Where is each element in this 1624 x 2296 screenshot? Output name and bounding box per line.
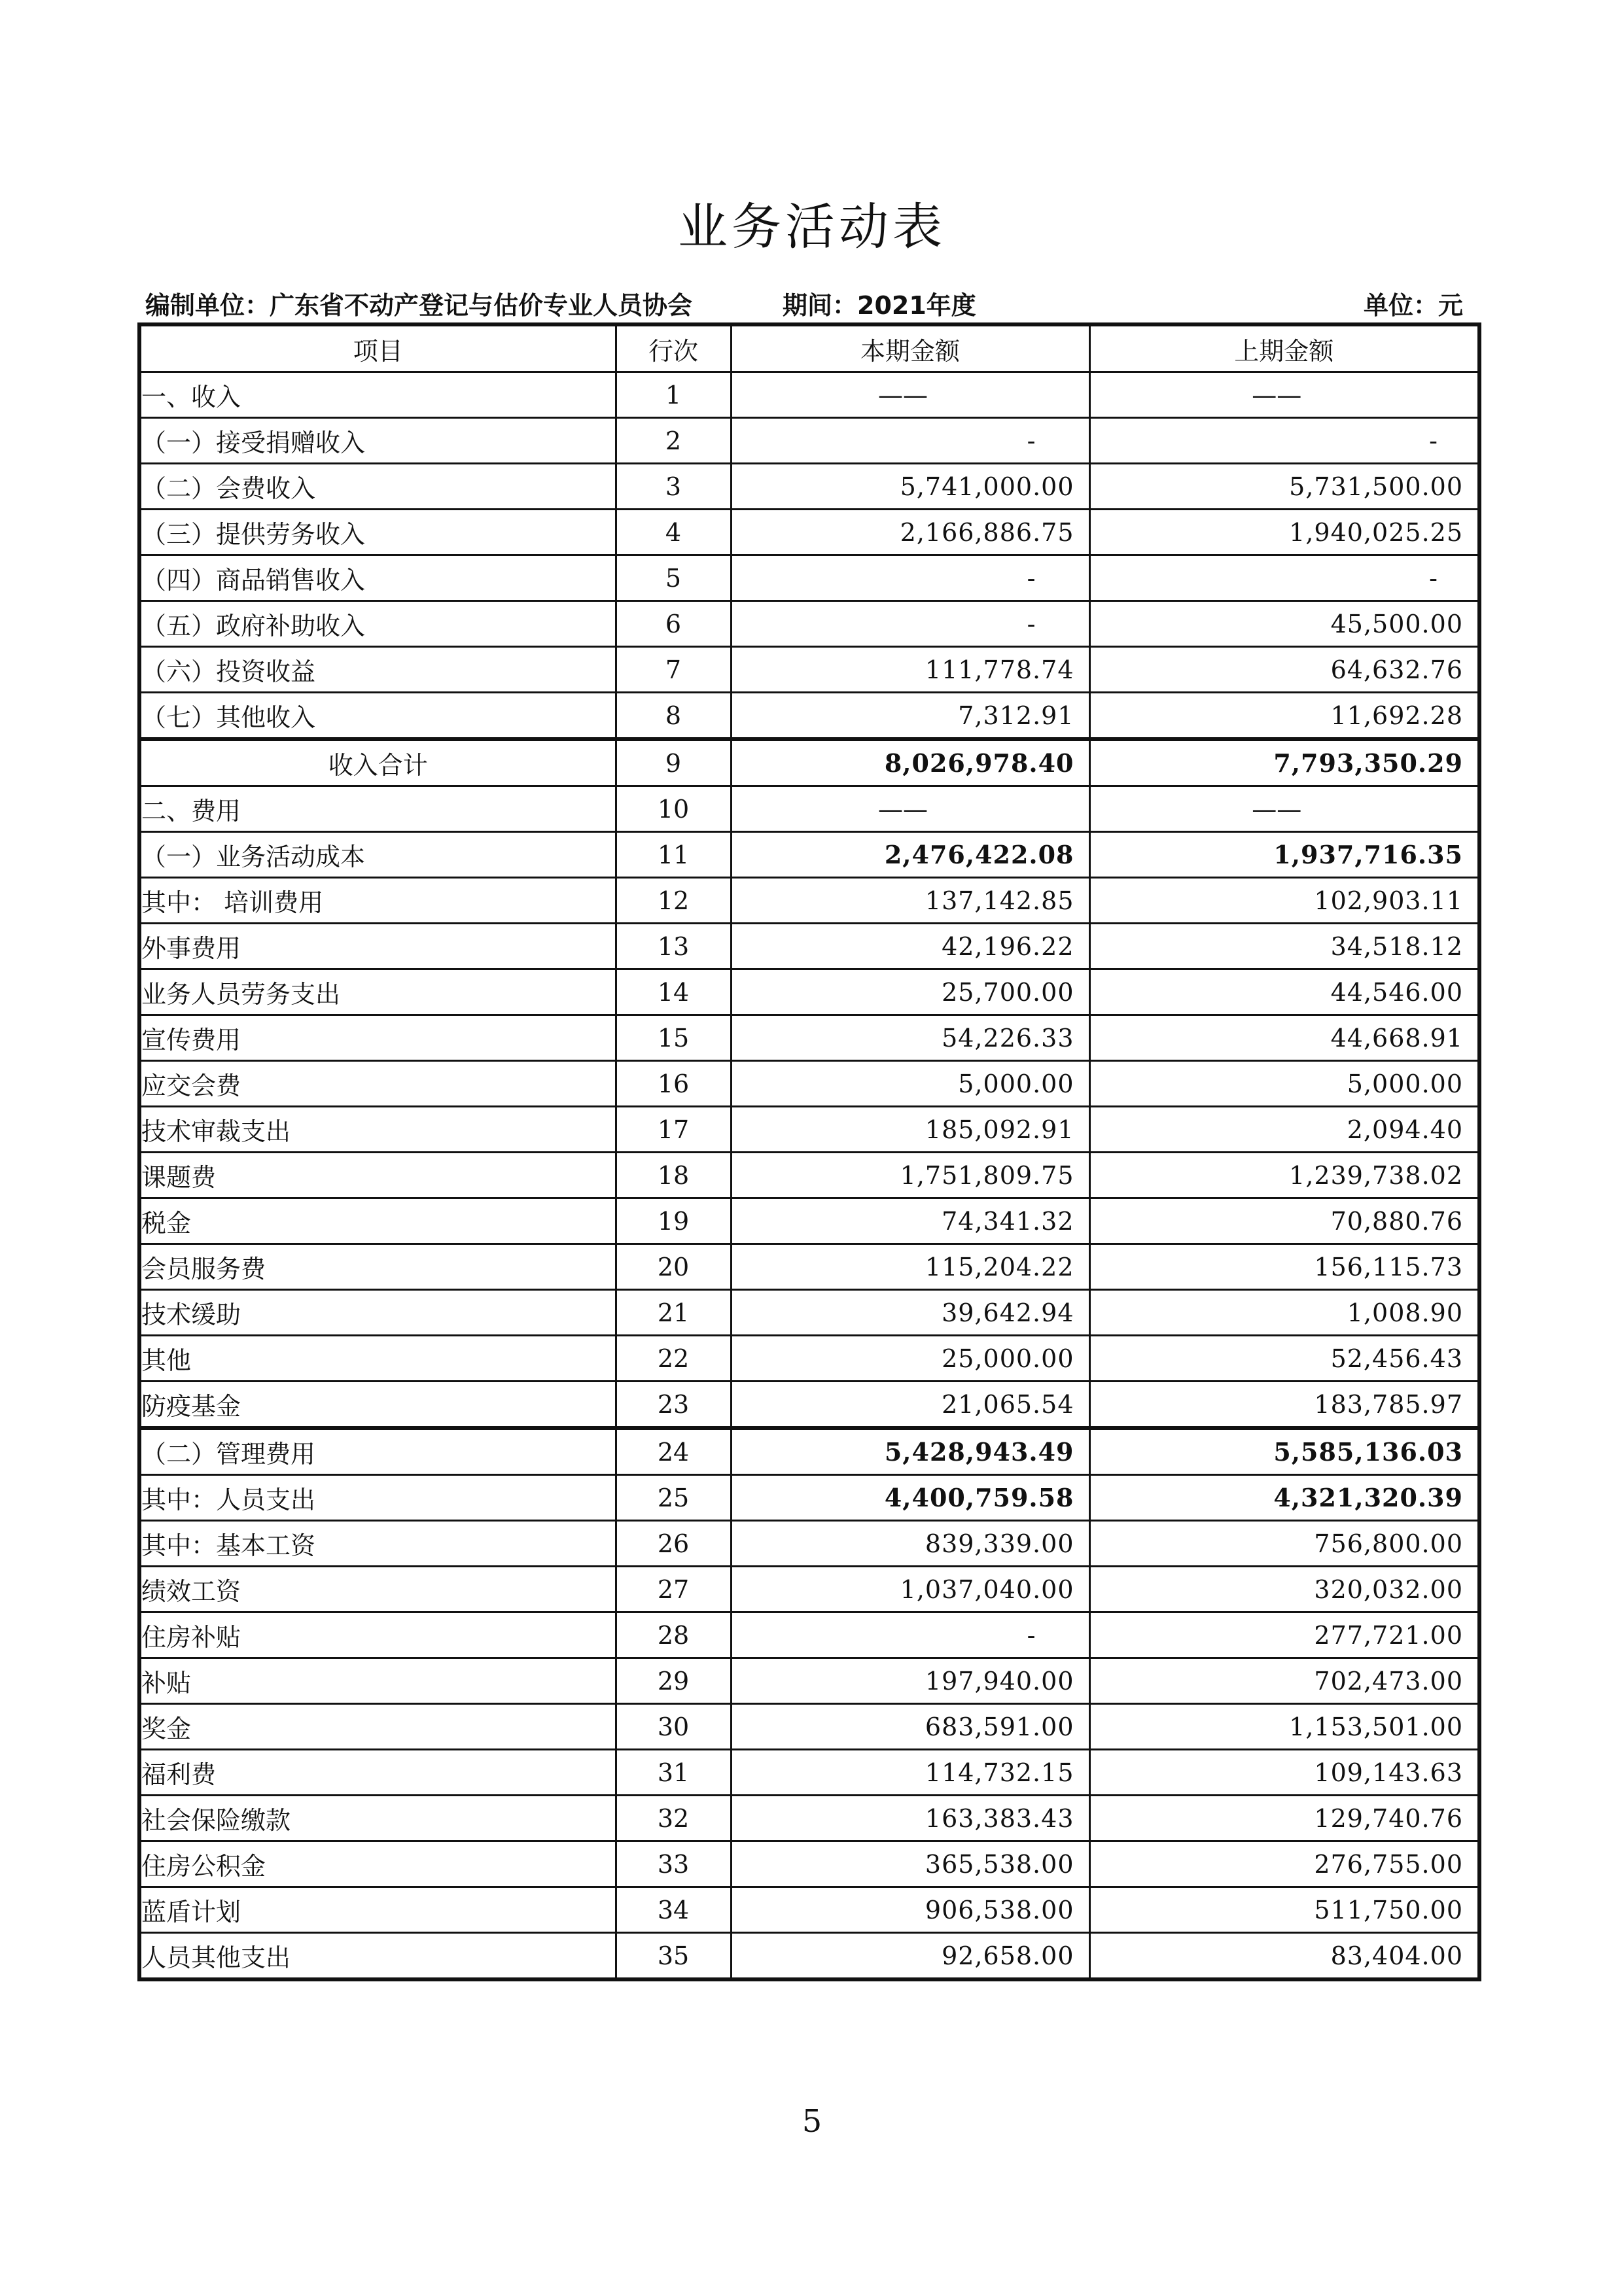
row-item-label: 社会保险缴款: [139, 1796, 616, 1841]
row-current-amount: 8,026,978.40: [731, 739, 1089, 786]
table-row: [139, 1796, 1479, 1841]
row-line-number: 25: [616, 1475, 731, 1521]
table-row: [139, 555, 1479, 601]
page-title: 业务活动表: [678, 198, 946, 256]
table-row: [139, 1933, 1479, 1980]
row-item-label: （二）会费收入: [139, 464, 616, 510]
row-current-amount: 163,383.43: [731, 1796, 1089, 1841]
row-previous-amount: 109,143.63: [1089, 1750, 1479, 1796]
row-item-label: 蓝盾计划: [139, 1887, 616, 1933]
table-row: [139, 1704, 1479, 1750]
row-item-label: （四）商品销售收入: [139, 555, 616, 601]
row-current-amount: 25,000.00: [731, 1336, 1089, 1382]
row-current-amount: 683,591.00: [731, 1704, 1089, 1750]
row-previous-amount: 11,692.28: [1089, 693, 1479, 740]
row-item-label: 奖金: [139, 1704, 616, 1750]
row-line-number: 15: [616, 1015, 731, 1061]
row-item-label: 二、费用: [139, 786, 616, 832]
row-previous-amount: 70,880.76: [1089, 1198, 1479, 1244]
row-previous-amount: 276,755.00: [1089, 1841, 1479, 1887]
table-row: [139, 739, 1479, 786]
table-row: [139, 1015, 1479, 1061]
row-previous-amount: 44,668.91: [1089, 1015, 1479, 1061]
row-line-number: 26: [616, 1521, 731, 1567]
row-current-amount: 2,476,422.08: [731, 832, 1089, 878]
row-previous-amount: 7,793,350.29: [1089, 739, 1479, 786]
row-current-amount: ——: [731, 786, 1089, 832]
row-current-amount: 1,751,809.75: [731, 1153, 1089, 1198]
row-item-label: 其中：基本工资: [139, 1521, 616, 1567]
row-line-number: 31: [616, 1750, 731, 1796]
row-previous-amount: 320,032.00: [1089, 1567, 1479, 1612]
row-line-number: 14: [616, 969, 731, 1015]
table-row: [139, 1521, 1479, 1567]
row-line-number: 3: [616, 464, 731, 510]
table-row: [139, 510, 1479, 555]
column-header-previous: 上期金额: [1089, 324, 1479, 372]
row-line-number: 28: [616, 1612, 731, 1658]
row-current-amount: 42,196.22: [731, 924, 1089, 969]
row-previous-amount: 52,456.43: [1089, 1336, 1479, 1382]
table-row: [139, 601, 1479, 647]
row-current-amount: 54,226.33: [731, 1015, 1089, 1061]
row-item-label: 绩效工资: [139, 1567, 616, 1612]
row-current-amount: 839,339.00: [731, 1521, 1089, 1567]
page-number: 5: [802, 2103, 822, 2140]
row-item-label: 宣传费用: [139, 1015, 616, 1061]
row-line-number: 12: [616, 878, 731, 924]
table-body: [139, 372, 1479, 1980]
table-row: [139, 1382, 1479, 1429]
row-previous-amount: 5,000.00: [1089, 1061, 1479, 1107]
row-line-number: 2: [616, 418, 731, 464]
table-row: [139, 464, 1479, 510]
row-current-amount: 39,642.94: [731, 1290, 1089, 1336]
currency-unit: 单位：元: [1363, 291, 1463, 320]
row-current-amount: 7,312.91: [731, 693, 1089, 740]
table-row: [139, 1107, 1479, 1153]
table-row: [139, 1061, 1479, 1107]
row-previous-amount: ——: [1089, 786, 1479, 832]
row-item-label: （二）管理费用: [139, 1428, 616, 1475]
row-current-amount: 21,065.54: [731, 1382, 1089, 1429]
row-current-amount: 74,341.32: [731, 1198, 1089, 1244]
row-line-number: 9: [616, 739, 731, 786]
row-item-label: （三）提供劳务收入: [139, 510, 616, 555]
row-current-amount: -: [731, 555, 1089, 601]
row-line-number: 6: [616, 601, 731, 647]
row-item-label: （七）其他收入: [139, 693, 616, 740]
row-previous-amount: 156,115.73: [1089, 1244, 1479, 1290]
row-item-label: 住房补贴: [139, 1612, 616, 1658]
row-item-label: 住房公积金: [139, 1841, 616, 1887]
row-line-number: 17: [616, 1107, 731, 1153]
table-row: [139, 969, 1479, 1015]
row-item-label: （六）投资收益: [139, 647, 616, 693]
row-previous-amount: -: [1089, 418, 1479, 464]
table-row: [139, 1153, 1479, 1198]
table-header-row: [139, 324, 1479, 372]
row-previous-amount: 83,404.00: [1089, 1933, 1479, 1980]
row-previous-amount: 34,518.12: [1089, 924, 1479, 969]
row-line-number: 29: [616, 1658, 731, 1704]
row-line-number: 22: [616, 1336, 731, 1382]
row-item-label: （一）业务活动成本: [139, 832, 616, 878]
row-previous-amount: 277,721.00: [1089, 1612, 1479, 1658]
row-item-label: （一）接受捐赠收入: [139, 418, 616, 464]
row-item-label: 课题费: [139, 1153, 616, 1198]
row-line-number: 24: [616, 1428, 731, 1475]
row-previous-amount: 64,632.76: [1089, 647, 1479, 693]
table-row: [139, 1336, 1479, 1382]
row-current-amount: 2,166,886.75: [731, 510, 1089, 555]
row-line-number: 30: [616, 1704, 731, 1750]
column-header-line: 行次: [616, 324, 731, 372]
row-previous-amount: 1,153,501.00: [1089, 1704, 1479, 1750]
row-current-amount: 5,741,000.00: [731, 464, 1089, 510]
row-current-amount: 4,400,759.58: [731, 1475, 1089, 1521]
table-row: [139, 924, 1479, 969]
row-item-label: 人员其他支出: [139, 1933, 616, 1980]
table-row: [139, 1475, 1479, 1521]
row-line-number: 1: [616, 372, 731, 418]
row-line-number: 10: [616, 786, 731, 832]
row-previous-amount: 1,937,716.35: [1089, 832, 1479, 878]
activities-table: [137, 322, 1481, 1981]
row-item-label: 其他: [139, 1336, 616, 1382]
compiling-unit: 编制单位：广东省不动产登记与估价专业人员协会: [145, 291, 693, 320]
row-line-number: 23: [616, 1382, 731, 1429]
row-item-label: 业务人员劳务支出: [139, 969, 616, 1015]
table-row: [139, 1887, 1479, 1933]
row-current-amount: 115,204.22: [731, 1244, 1089, 1290]
table-row: [139, 693, 1479, 740]
row-previous-amount: ——: [1089, 372, 1479, 418]
row-current-amount: 25,700.00: [731, 969, 1089, 1015]
table-row: [139, 1567, 1479, 1612]
row-current-amount: 137,142.85: [731, 878, 1089, 924]
row-previous-amount: 756,800.00: [1089, 1521, 1479, 1567]
table-row: [139, 1428, 1479, 1475]
row-item-label: 技术审裁支出: [139, 1107, 616, 1153]
row-item-label: 一、收入: [139, 372, 616, 418]
table-row: [139, 1244, 1479, 1290]
row-line-number: 13: [616, 924, 731, 969]
row-item-label: 收入合计: [139, 739, 616, 786]
row-line-number: 27: [616, 1567, 731, 1612]
row-previous-amount: 5,731,500.00: [1089, 464, 1479, 510]
row-current-amount: 111,778.74: [731, 647, 1089, 693]
row-line-number: 20: [616, 1244, 731, 1290]
row-item-label: 外事费用: [139, 924, 616, 969]
row-line-number: 34: [616, 1887, 731, 1933]
row-line-number: 18: [616, 1153, 731, 1198]
row-line-number: 7: [616, 647, 731, 693]
table-row: [139, 1841, 1479, 1887]
table-row: [139, 832, 1479, 878]
row-previous-amount: 1,008.90: [1089, 1290, 1479, 1336]
row-previous-amount: 44,546.00: [1089, 969, 1479, 1015]
table-row: [139, 647, 1479, 693]
row-previous-amount: 1,239,738.02: [1089, 1153, 1479, 1198]
row-item-label: 其中：人员支出: [139, 1475, 616, 1521]
row-current-amount: 185,092.91: [731, 1107, 1089, 1153]
row-item-label: 应交会费: [139, 1061, 616, 1107]
table-row: [139, 1612, 1479, 1658]
row-item-label: 技术缓助: [139, 1290, 616, 1336]
row-previous-amount: 183,785.97: [1089, 1382, 1479, 1429]
row-line-number: 33: [616, 1841, 731, 1887]
row-current-amount: 92,658.00: [731, 1933, 1089, 1980]
row-item-label: 福利费: [139, 1750, 616, 1796]
row-item-label: 防疫基金: [139, 1382, 616, 1429]
row-current-amount: -: [731, 418, 1089, 464]
row-line-number: 21: [616, 1290, 731, 1336]
row-line-number: 5: [616, 555, 731, 601]
table-row: [139, 1290, 1479, 1336]
row-item-label: （五）政府补助收入: [139, 601, 616, 647]
row-line-number: 32: [616, 1796, 731, 1841]
row-current-amount: -: [731, 601, 1089, 647]
table-row: [139, 1750, 1479, 1796]
row-item-label: 补贴: [139, 1658, 616, 1704]
row-previous-amount: 5,585,136.03: [1089, 1428, 1479, 1475]
row-item-label: 税金: [139, 1198, 616, 1244]
table-row: [139, 372, 1479, 418]
row-previous-amount: 2,094.40: [1089, 1107, 1479, 1153]
row-current-amount: -: [731, 1612, 1089, 1658]
row-previous-amount: 102,903.11: [1089, 878, 1479, 924]
row-previous-amount: 511,750.00: [1089, 1887, 1479, 1933]
row-line-number: 35: [616, 1933, 731, 1980]
row-previous-amount: 4,321,320.39: [1089, 1475, 1479, 1521]
row-current-amount: 906,538.00: [731, 1887, 1089, 1933]
row-current-amount: 197,940.00: [731, 1658, 1089, 1704]
row-current-amount: ——: [731, 372, 1089, 418]
row-current-amount: 5,428,943.49: [731, 1428, 1089, 1475]
table-row: [139, 1198, 1479, 1244]
row-previous-amount: 702,473.00: [1089, 1658, 1479, 1704]
row-line-number: 19: [616, 1198, 731, 1244]
row-line-number: 11: [616, 832, 731, 878]
row-line-number: 8: [616, 693, 731, 740]
row-previous-amount: 45,500.00: [1089, 601, 1479, 647]
row-item-label: 会员服务费: [139, 1244, 616, 1290]
row-line-number: 4: [616, 510, 731, 555]
row-previous-amount: -: [1089, 555, 1479, 601]
row-previous-amount: 1,940,025.25: [1089, 510, 1479, 555]
reporting-period: 期间：2021年度: [783, 291, 976, 320]
row-current-amount: 114,732.15: [731, 1750, 1089, 1796]
column-header-current: 本期金额: [731, 324, 1089, 372]
table-row: [139, 786, 1479, 832]
row-current-amount: 1,037,040.00: [731, 1567, 1089, 1612]
row-current-amount: 365,538.00: [731, 1841, 1089, 1887]
column-header-item: 项目: [139, 324, 616, 372]
row-item-label: 其中： 培训费用: [139, 878, 616, 924]
table-row: [139, 418, 1479, 464]
table-row: [139, 878, 1479, 924]
row-line-number: 16: [616, 1061, 731, 1107]
row-previous-amount: 129,740.76: [1089, 1796, 1479, 1841]
row-current-amount: 5,000.00: [731, 1061, 1089, 1107]
table-row: [139, 1658, 1479, 1704]
